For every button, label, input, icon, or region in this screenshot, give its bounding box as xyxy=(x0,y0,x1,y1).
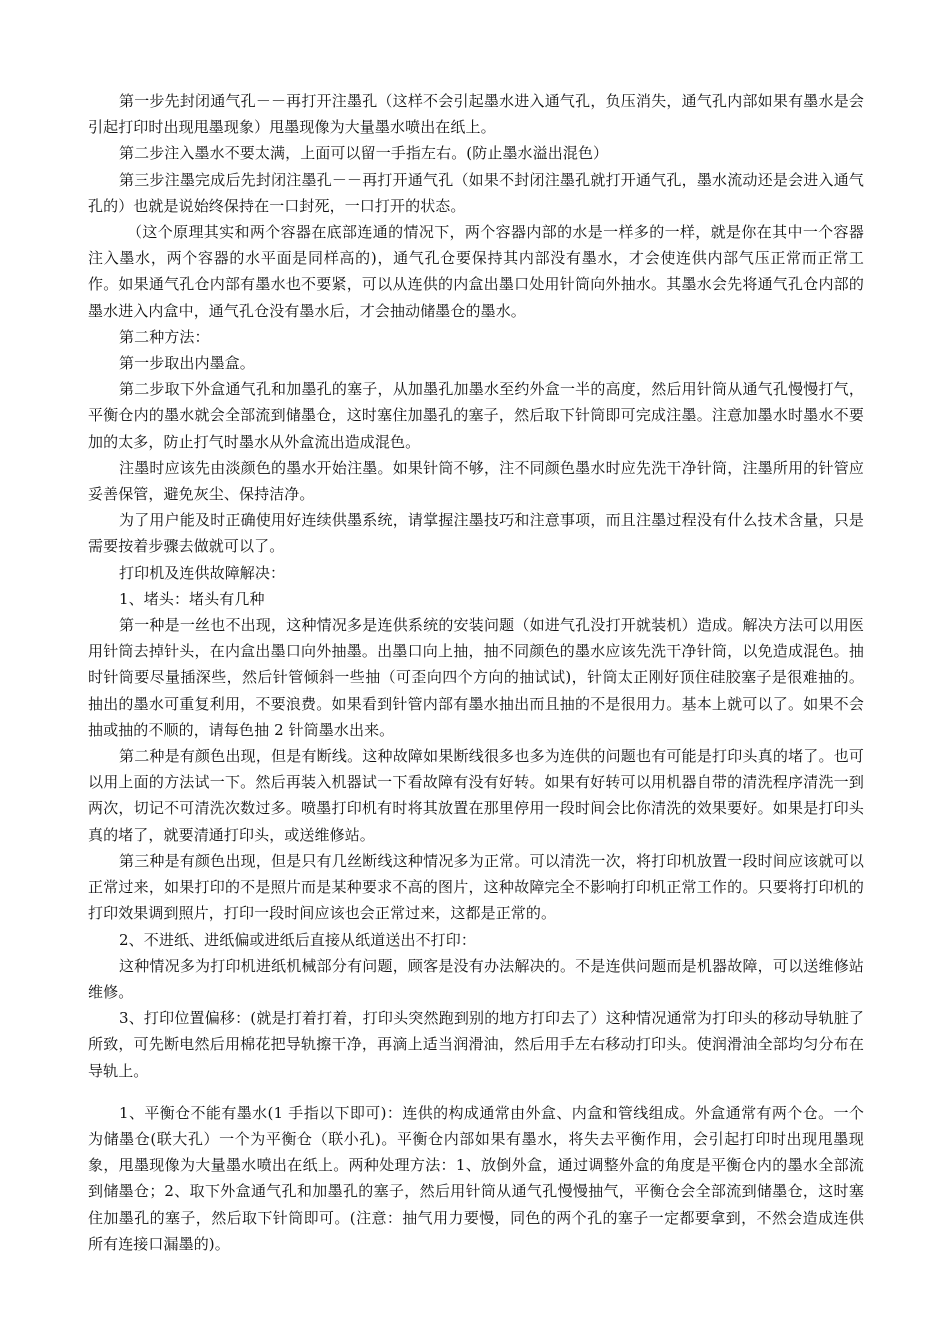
paragraph-print-offset: 3、打印位置偏移：(就是打着打着，打印头突然跑到别的地方打印去了）这种情况通常为打印头的移动导轨脏了所致，可先断电然后用棉花把导轨擦干净，再滴上适当润滑油，然后用手左右移动打印头。使润滑油全部均匀分布在导轨上。 xyxy=(88,1009,864,1080)
document-page xyxy=(88,88,864,1257)
paragraph-step2: 第二步注入墨水不要太满，上面可以留一手指左右。(防止墨水溢出混色） xyxy=(119,144,609,163)
paragraph-method2-step1: 第一步取出内墨盒。 xyxy=(119,354,255,373)
paragraph-method2-step2: 第二步取下外盒通气孔和加墨孔的塞子，从加墨孔加墨水至约外盒一半的高度，然后用针筒从通气孔慢慢打气，平衡仓内的墨水就会全部流到储墨仓，这时塞住加墨孔的塞子，然后取下针筒即可完成注墨。注意加墨水时墨水不要加的太多，防止打气时墨水从外盒流出造成混色。 xyxy=(88,380,864,451)
paragraph-clog-type2: 第二种是有颜色出现，但是有断线。这种故障如果断线很多也多为连供的问题也有可能是打印头真的堵了。也可以用上面的方法试一下。然后再装入机器试一下看故障有没有好转。如果有好转可以用机器自带的清洗程序清洗一到两次，切记不可清洗次数过多。喷墨打印机有时将其放置在那里停用一段时间会比你清洗的效果要好。如果是打印头真的堵了，就要清通打印头，或送维修站。 xyxy=(88,747,864,844)
paragraph-clog-type1: 第一种是一丝也不出现，这种情况多是连供系统的安装问题（如进气孔没打开就装机）造成。解决方法可以用医用针筒去掉针头，在内盒出墨口向外抽墨。出墨口向上抽，抽不同颜色的墨水应该先洗干净针筒，以免造成混色。抽时针筒要尽量插深些，然后针管倾斜一些抽（可歪向四个方向的抽试试)，针筒太正刚好顶住硅胶塞子是很难抽的。抽出的墨水可重复利用，不要浪费。如果看到针管内部有墨水抽出而且抽的不是很用力。基本上就可以了。如果不会抽或抽的不顺的，请每色抽 2 针筒墨水出来。 xyxy=(88,616,864,739)
paragraph-clog-type3: 第三种是有颜色出现，但是只有几丝断线这种情况多为正常。可以清洗一次，将打印机放置一段时间应该就可以正常过来，如果打印的不是照片而是某种要求不高的图片，这种故障完全不影响打印机正常工作的。只要将打印机的打印效果调到照片，打印一段时间应该也会正常过来，这都是正常的。 xyxy=(88,851,864,923)
paragraph-clog-title: 1、堵头：堵头有几种 xyxy=(119,589,265,608)
paragraph-balance-chamber: 1、平衡仓不能有墨水(1 手指以下即可)：连供的构成通常由外盒、内盒和管线组成。外盒通常有两个仓。一个为储墨仓(联大孔）一个为平衡仓（联小孔)。平衡仓内部如果有墨水，将失去平衡作用，会引起打印时出现甩墨现象，甩墨现像为大量墨水喷出在纸上。两种处理方法：1、放倒外盒，通过调整外盒的角度是平衡仓内的墨水全部流到储墨仓；2、取下外盒通气孔和加墨孔的塞子，然后用针筒从通气孔慢慢抽气，平衡仓会全部流到储墨仓，这时塞住加墨孔的塞子，然后取下针筒即可。(注意：抽气用力要慢，同色的两个孔的塞子一定都要拿到，不然会造成连供所有连接口漏墨的)。 xyxy=(88,1103,864,1253)
paragraph-principle: （这个原理其实和两个容器在底部连通的情况下，两个容器内部的水是一样多的一样，就是你在其中一个容器注入墨水，两个容器的水平面是同样高的)，通气孔仓要保持其内部没有墨水，才会使连供内部气压正常而正常工作。如果通气孔仓内部有墨水也不要紧，可以从连供的内盒出墨口处用针筒向外抽水。其墨水会先将通气孔仓内部的墨水进入内盒中，通气孔仓没有墨水后，才会抽动储墨仓的墨水。 xyxy=(88,223,864,320)
paragraph-user-tip: 为了用户能及时正确使用好连续供墨系统，请掌握注墨技巧和注意事项，而且注墨过程没有什么技术含量，只是需要按着步骤去做就可以了。 xyxy=(88,511,864,556)
paragraph-ink-order: 注墨时应该先由淡颜色的墨水开始注墨。如果针筒不够，注不同颜色墨水时应先洗干净针筒，注墨所用的针管应妥善保管，避免灰尘、保持洁净。 xyxy=(88,458,864,504)
paragraph-paper-feed-body: 这种情况多为打印机进纸机械部分有问题，顾客是没有办法解决的。不是连供问题而是机器故障，可以送维修站维修。 xyxy=(88,956,864,1001)
paragraph-step1: 第一步先封闭通气孔－－再打开注墨孔（这样不会引起墨水进入通气孔，负压消失，通气孔内部如果有墨水是会引起打印时出现甩墨现象）甩墨现像为大量墨水喷出在纸上。 xyxy=(88,92,864,137)
paragraph-paper-feed-title: 2、不进纸、进纸偏或进纸后直接从纸道送出不打印： xyxy=(119,930,476,949)
paragraph-step3: 第三步注墨完成后先封闭注墨孔－－再打开通气孔（如果不封闭注墨孔就打开通气孔，墨水流动还是会进入通气孔的）也就是说始终保持在一口封死，一口打开的状态。 xyxy=(88,170,864,215)
paragraph-method2-title: 第二种方法： xyxy=(119,327,210,346)
paragraph-troubleshoot-title: 打印机及连供故障解决： xyxy=(119,563,286,582)
